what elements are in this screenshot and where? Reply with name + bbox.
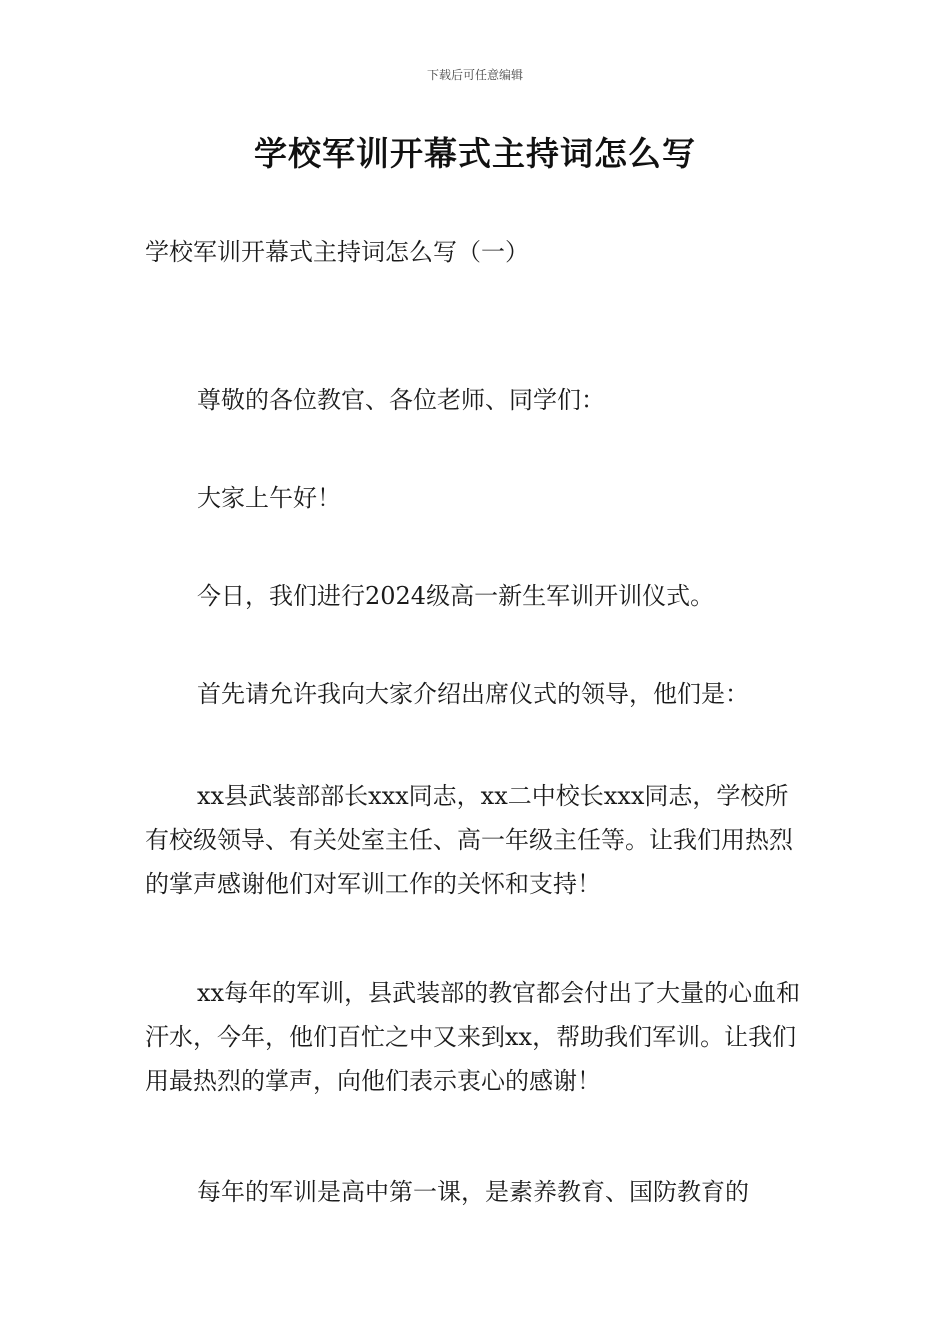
paragraph-leaders-list: xx县武装部部长xxx同志，xx二中校长xxx同志，学校所有校级领导、有关处室主任、高一年级主任等。让我们用热烈的掌声感谢他们对军训工作的关怀和支持！: [145, 782, 793, 898]
section-title: 学校军训开幕式主持词怎么写（一）: [145, 238, 529, 266]
paragraph-first-lesson: 每年的军训是高中第一课，是素养教育、国防教育的: [197, 1178, 749, 1206]
paragraph-leaders-intro: 首先请允许我向大家介绍出席仪式的领导，他们是：: [197, 680, 749, 708]
paragraph-greeting: 尊敬的各位教官、各位老师、同学们：: [197, 386, 605, 414]
document-title: 学校军训开幕式主持词怎么写: [254, 134, 696, 173]
paragraph-good-morning: 大家上午好！: [197, 484, 341, 512]
paragraph-instructors-thanks: xx每年的军训，县武装部的教官都会付出了大量的心血和汗水，今年，他们百忙之中又来到xx，帮助我们军训。让我们用最热烈的掌声，向他们表示衷心的感谢！: [145, 979, 801, 1095]
paragraph-ceremony-intro: 今日，我们进行2024级高一新生军训开训仪式。: [197, 582, 715, 610]
header-note: 下载后可任意编辑: [426, 68, 523, 82]
